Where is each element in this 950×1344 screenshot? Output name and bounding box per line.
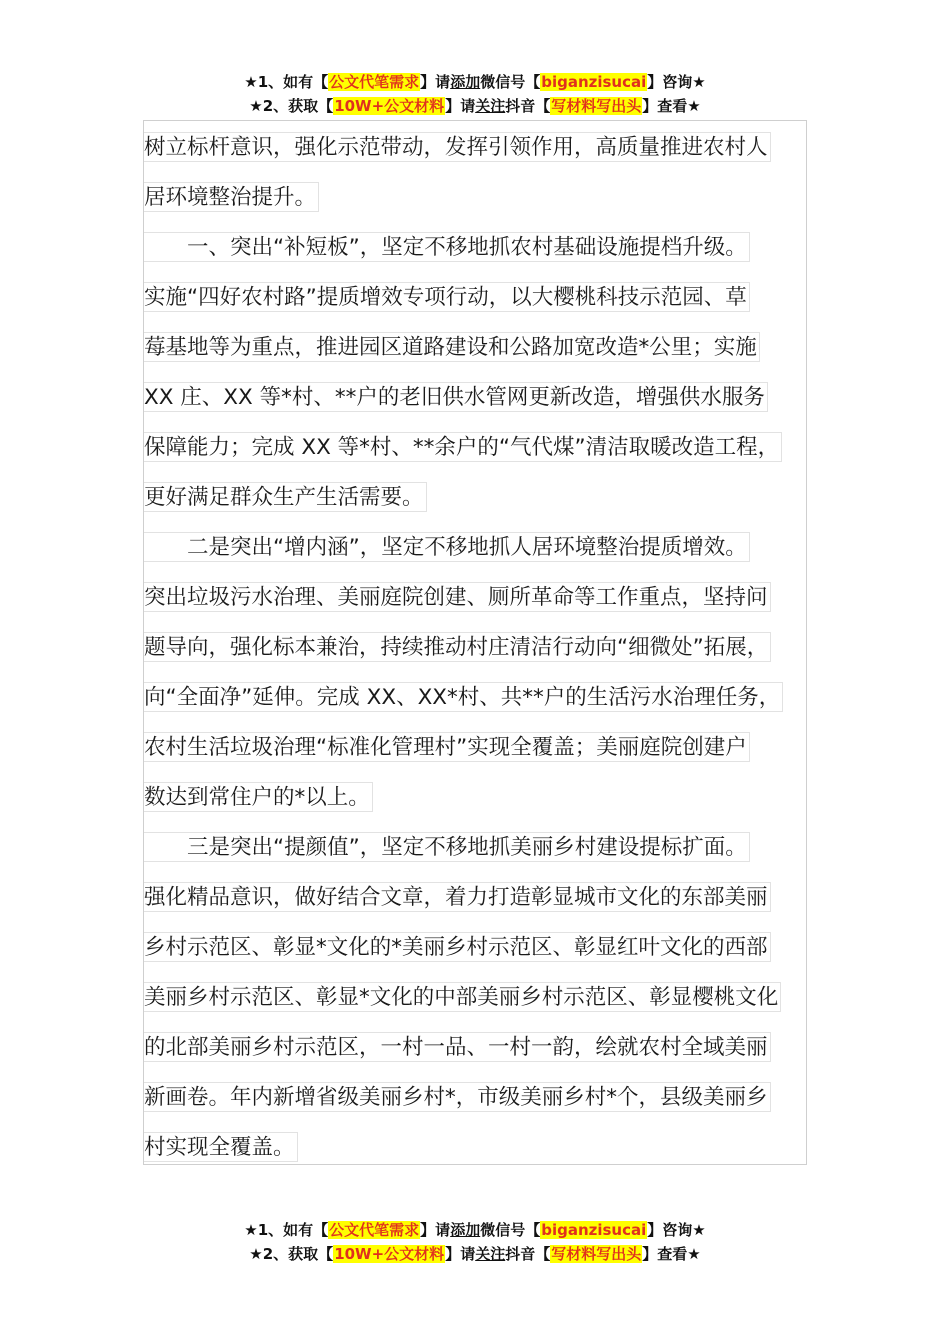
text-line: 保障能力；完成 XX 等*村、**余户的“气代煤”清洁取暖改造工程，	[144, 432, 782, 462]
text-line: 的北部美丽乡村示范区，一村一品、一村一韵，绘就农村全域美丽	[144, 1032, 771, 1062]
text-line: 一、突出“补短板”，坚定不移地抓农村基础设施提档升级。	[144, 232, 750, 262]
banner-text-underlined: 关注	[475, 97, 506, 115]
highlight-douyin-id: 写材料写出头	[551, 97, 642, 115]
banner-text: 】请	[420, 1221, 451, 1239]
highlight-wechat-id: biganzisucai	[541, 1221, 647, 1239]
banner-text: ★2、获取【	[249, 97, 334, 115]
banner-text-underlined: 关注	[475, 1245, 506, 1263]
banner-text: 抖音【	[505, 1245, 551, 1263]
banner-text: 】请	[445, 1245, 476, 1263]
text-line: 向“全面净”延伸。完成 XX、XX*村、共**户的生活污水治理任务，	[144, 682, 783, 712]
banner-text: ★1、如有【	[244, 73, 329, 91]
highlight-materials: 10W+公文材料	[334, 1245, 445, 1263]
banner-text: 】查看★	[642, 97, 701, 115]
banner-text: 】查看★	[642, 1245, 701, 1263]
banner-text: 微信号【	[480, 1221, 541, 1239]
banner-text: 抖音【	[505, 97, 551, 115]
text-line: 树立标杆意识，强化示范带动，发挥引领作用，高质量推进农村人	[144, 132, 771, 162]
text-line: 题导向，强化标本兼治，持续推动村庄清洁行动向“细微处”拓展，	[144, 632, 771, 662]
text-line: 乡村示范区、彰显*文化的*美丽乡村示范区、彰显红叶文化的西部	[144, 932, 771, 962]
banner-text: ★1、如有【	[244, 1221, 329, 1239]
footer-banner	[0, 1218, 950, 1266]
text-line: XX 庄、XX 等*村、**户的老旧供水管网更新改造，增强供水服务	[144, 382, 768, 412]
highlight-douyin-id: 写材料写出头	[551, 1245, 642, 1263]
highlight-service: 公文代笔需求	[329, 73, 420, 91]
highlight-wechat-id: biganzisucai	[541, 73, 647, 91]
banner-text: 】请	[445, 97, 476, 115]
highlight-materials: 10W+公文材料	[334, 97, 445, 115]
text-line: 实施“四好农村路”提质增效专项行动，以大樱桃科技示范园、草	[144, 282, 750, 312]
highlight-service: 公文代笔需求	[329, 1221, 420, 1239]
banner-line-2	[0, 1242, 950, 1266]
text-line: 美丽乡村示范区、彰显*文化的中部美丽乡村示范区、彰显樱桃文化	[144, 982, 781, 1012]
banner-text: 】请	[420, 73, 451, 91]
text-line: 村实现全覆盖。	[144, 1132, 298, 1162]
banner-text: ★2、获取【	[249, 1245, 334, 1263]
banner-text: 】咨询★	[647, 73, 706, 91]
banner-text: 】咨询★	[647, 1221, 706, 1239]
header-banner	[0, 70, 950, 118]
text-line: 二是突出“增内涵”，坚定不移地抓人居环境整治提质增效。	[144, 532, 750, 562]
banner-text-underlined: 添加	[450, 1221, 481, 1239]
text-line: 莓基地等为重点，推进园区道路建设和公路加宽改造*公里；实施	[144, 332, 760, 362]
banner-text-underlined: 添加	[450, 73, 481, 91]
banner-line-2	[0, 94, 950, 118]
text-line: 更好满足群众生产生活需要。	[144, 482, 427, 512]
text-line: 强化精品意识，做好结合文章，着力打造彰显城市文化的东部美丽	[144, 882, 771, 912]
text-line: 数达到常住户的*以上。	[144, 782, 373, 812]
text-line: 居环境整治提升。	[144, 182, 319, 212]
banner-line-1	[0, 70, 950, 94]
text-line: 新画卷。年内新增省级美丽乡村*，市级美丽乡村*个，县级美丽乡	[144, 1082, 771, 1112]
text-line: 农村生活垃圾治理“标准化管理村”实现全覆盖；美丽庭院创建户	[144, 732, 750, 762]
banner-line-1	[0, 1218, 950, 1242]
banner-text: 微信号【	[480, 73, 541, 91]
text-line: 突出垃圾污水治理、美丽庭院创建、厕所革命等工作重点，坚持问	[144, 582, 771, 612]
text-line: 三是突出“提颜值”，坚定不移地抓美丽乡村建设提标扩面。	[144, 832, 750, 862]
